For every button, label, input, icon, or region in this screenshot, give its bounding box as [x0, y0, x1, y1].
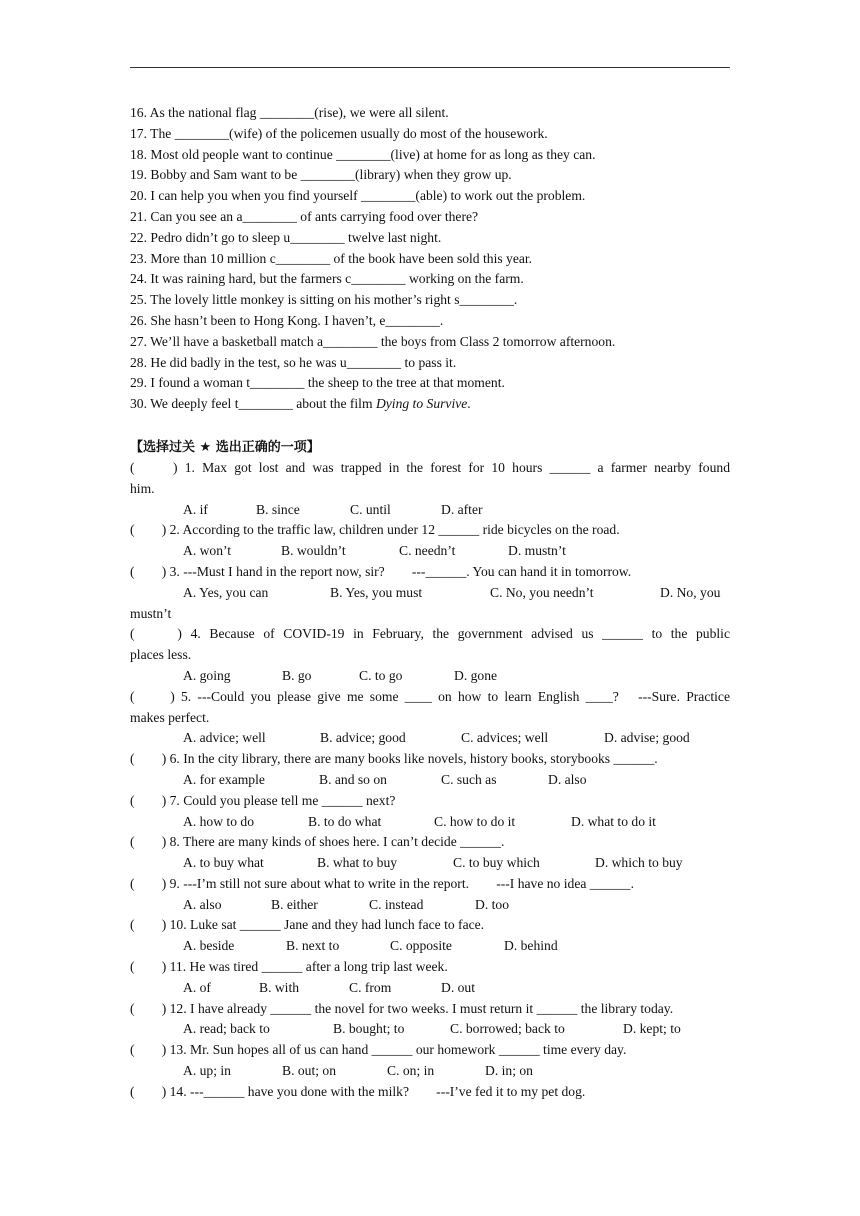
option-d[interactable]: D. what to do it [571, 813, 656, 829]
question-text: ( ) 6. In the city library, there are many books like novels, history books, storybooks ______. [130, 751, 658, 767]
question-text: ( ) 7. Could you please tell me ______ next? [130, 792, 396, 808]
option-d[interactable]: D. too [475, 896, 509, 912]
option-c[interactable]: C. until [350, 501, 391, 517]
fill-item: 28. He did badly in the test, so he was u________ to pass it. [130, 354, 457, 370]
option-d[interactable]: D. behind [504, 938, 558, 954]
question-text: ( ) 9. ---I’m still not sure about what to write in the report. ---I have no idea ______. [130, 875, 634, 891]
option-d[interactable]: D. out [441, 979, 475, 995]
option-b[interactable]: B. either [271, 896, 318, 912]
question [130, 1082, 730, 1103]
fill-item: 20. I can help you when you find yourself ________(able) to work out the problem. [130, 188, 586, 204]
option-b[interactable]: B. Yes, you must [330, 584, 423, 600]
fill-item: 27. We’ll have a basketball match a________ the boys from Class 2 tomorrow afternoon. [130, 333, 616, 349]
option-d[interactable]: D. mustn’t [508, 543, 566, 559]
option-a[interactable]: A. won’t [183, 543, 232, 559]
question-text: ( ) 1. Max got lost and was trapped in the forest for 10 hours ______ a farmer nearby found [130, 459, 730, 475]
question [130, 957, 730, 999]
fill-item: 22. Pedro didn’t go to sleep u________ twelve last night. [130, 229, 442, 245]
fill-item: 23. More than 10 million c________ of the book have been sold this year. [130, 250, 533, 266]
option-a[interactable]: A. how to do [183, 813, 254, 829]
fill-item: 25. The lovely little monkey is sitting on his mother’s right s________. [130, 292, 518, 308]
answer-options [130, 541, 730, 562]
question [130, 562, 730, 624]
option-a[interactable]: A. if [183, 501, 208, 517]
fill-item-end: . [467, 396, 471, 412]
option-a[interactable]: A. of [183, 979, 211, 995]
question-text-continued: places less. [130, 647, 192, 663]
option-d[interactable]: D. which to buy [595, 855, 683, 871]
option-c[interactable]: C. such as [441, 771, 497, 787]
option-a[interactable]: A. for example [183, 771, 265, 787]
header-rule [130, 67, 730, 68]
answer-options [130, 1019, 730, 1040]
option-c[interactable]: C. from [349, 979, 392, 995]
option-b[interactable]: B. out; on [282, 1063, 337, 1079]
fill-item: 19. Bobby and Sam want to be ________(library) when they grow up. [130, 167, 512, 183]
option-c[interactable]: C. on; in [387, 1063, 435, 1079]
option-b[interactable]: B. advice; good [320, 730, 406, 746]
option-a[interactable]: A. advice; well [183, 730, 266, 746]
option-c[interactable]: C. advices; well [461, 730, 549, 746]
fill-item: 21. Can you see an a________ of ants carrying food over there? [130, 208, 479, 224]
option-c[interactable]: C. instead [369, 896, 424, 912]
option-d[interactable]: D. in; on [485, 1063, 533, 1079]
option-a[interactable]: A. beside [183, 938, 235, 954]
question [130, 915, 730, 957]
option-b[interactable]: B. what to buy [317, 855, 398, 871]
question [130, 1040, 730, 1082]
fill-item: 18. Most old people want to continue ________(live) at home for as long as they can. [130, 146, 596, 162]
option-a[interactable]: A. up; in [183, 1063, 231, 1079]
option-a[interactable]: A. going [183, 667, 231, 683]
film-title: Dying to Survive [375, 396, 468, 412]
answer-options [130, 500, 730, 521]
option-b[interactable]: B. wouldn’t [281, 543, 346, 559]
option-b[interactable]: B. go [282, 667, 312, 683]
question-text: ( ) 5. ---Could you please give me some ____ on how to learn English ____? ---Sure. Practice [130, 688, 730, 704]
option-b[interactable]: B. with [259, 979, 300, 995]
answer-options [130, 812, 730, 833]
option-d[interactable]: D. also [548, 771, 587, 787]
question-text: ( ) 8. There are many kinds of shoes here. I can’t decide ______. [130, 834, 505, 850]
option-c[interactable]: C. needn’t [399, 543, 456, 559]
question [130, 624, 730, 686]
option-b[interactable]: B. and so on [319, 771, 387, 787]
question [130, 791, 730, 833]
answer-options [130, 936, 730, 957]
question [130, 874, 730, 916]
question [130, 749, 730, 791]
fill-in-blank-list [130, 103, 730, 394]
question [130, 520, 730, 562]
option-c[interactable]: C. to go [359, 667, 403, 683]
multiple-choice-list [130, 458, 730, 1103]
answer-options [130, 728, 730, 749]
answer-options [130, 978, 730, 999]
question [130, 832, 730, 874]
fill-item: 26. She hasn’t been to Hong Kong. I haven’t, e________. [130, 312, 444, 328]
question [130, 999, 730, 1041]
answer-options [130, 583, 730, 604]
question-text: ( ) 13. Mr. Sun hopes all of us can hand ______ our homework ______ time every day. [130, 1042, 627, 1058]
answer-options [130, 895, 730, 916]
option-b[interactable]: B. since [256, 501, 300, 517]
option-b[interactable]: B. to do what [308, 813, 382, 829]
option-c[interactable]: C. how to do it [434, 813, 516, 829]
question-text-continued: him. [130, 480, 155, 496]
question-text: ( ) 10. Luke sat ______ Jane and they had lunch face to face. [130, 917, 485, 933]
option-a[interactable]: A. to buy what [183, 855, 264, 871]
option-b[interactable]: B. bought; to [333, 1021, 405, 1037]
option-d[interactable]: D. gone [454, 667, 498, 683]
question-text: ( ) 3. ---Must I hand in the report now, sir? ---______. You can hand it in tomorrow. [130, 563, 632, 579]
answer-options [130, 853, 730, 874]
question-text: ( ) 2. According to the traffic law, children under 12 ______ ride bicycles on the road. [130, 522, 620, 538]
question-text: ( ) 14. ---______ have you done with the milk? ---I’ve fed it to my pet dog. [130, 1083, 586, 1099]
answer-options [130, 1061, 730, 1082]
option-b[interactable]: B. next to [286, 938, 340, 954]
question-text-continued: makes perfect. [130, 709, 210, 725]
option-c[interactable]: C. to buy which [453, 855, 540, 871]
option-d[interactable]: D. advise; good [604, 730, 690, 746]
answer-options [130, 666, 730, 687]
fill-item: 17. The ________(wife) of the policemen usually do most of the housework. [130, 125, 548, 141]
option-a[interactable]: A. Yes, you can [183, 584, 269, 600]
section-title: 【选择过关 ★ 选出正确的一项】 [130, 439, 320, 455]
option-c[interactable]: C. No, you needn’t [490, 584, 594, 600]
option-a[interactable]: A. read; back to [183, 1021, 270, 1037]
question-text: ( ) 11. He was tired ______ after a long trip last week. [130, 959, 448, 975]
fill-item: 16. As the national flag ________(rise), we were all silent. [130, 105, 449, 120]
option-d[interactable]: D. kept; to [623, 1021, 681, 1037]
question [130, 687, 730, 749]
option-d[interactable]: D. after [441, 501, 483, 517]
option-c[interactable]: C. opposite [390, 938, 452, 954]
option-continued: mustn’t [130, 605, 172, 621]
fill-item [130, 394, 730, 415]
fill-item: 29. I found a woman t________ the sheep to the tree at that moment. [130, 375, 505, 391]
question-text: ( ) 12. I have already ______ the novel for two weeks. I must return it ______ the library today. [130, 1000, 674, 1016]
answer-options [130, 770, 730, 791]
option-d[interactable]: D. No, you [660, 584, 721, 600]
option-a[interactable]: A. also [183, 896, 222, 912]
option-c[interactable]: C. borrowed; back to [450, 1021, 565, 1037]
fill-item-text: 30. We deeply feel t________ about the film [130, 396, 376, 412]
fill-item: 24. It was raining hard, but the farmers c________ working on the farm. [130, 271, 524, 287]
worksheet-content [130, 103, 730, 1103]
question-text: ( ) 4. Because of COVID-19 in February, the government advised us ______ to the public [130, 626, 730, 642]
question [130, 458, 730, 520]
